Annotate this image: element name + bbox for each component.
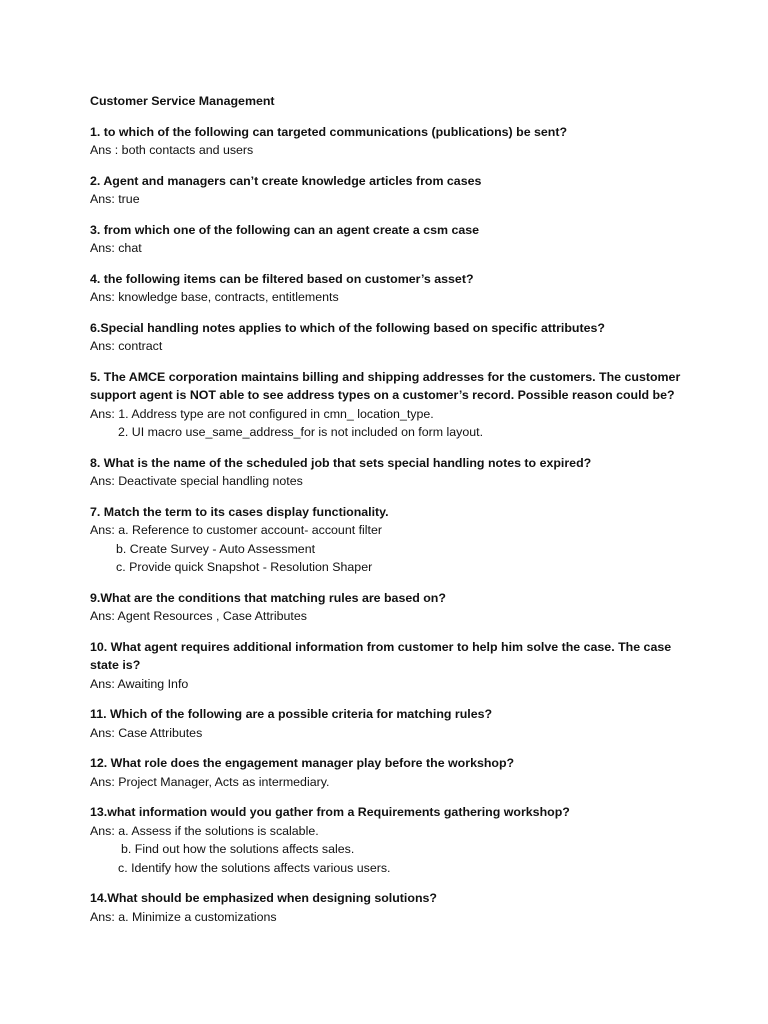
answer-text: Ans: true — [90, 192, 140, 206]
answer-text: Ans: a. Reference to customer account- account filter — [90, 523, 383, 537]
qa-item-3 — [90, 221, 690, 258]
qa-item-13 — [90, 803, 690, 877]
answer-text: Ans: 1. Address type are not configured in cmn_ location_type. — [90, 406, 434, 421]
question-text: 7. Match the term to its cases display functionality. — [90, 504, 389, 519]
qa-item-6 — [90, 319, 690, 356]
document-content — [90, 92, 690, 938]
answer-subitem: b. Create Survey - Auto Assessment — [116, 541, 316, 556]
qa-item-9 — [90, 589, 690, 626]
answer-text: Ans: Agent Resources , Case Attributes — [90, 609, 307, 623]
question-text: 2. Agent and managers can’t create knowledge articles from cases — [90, 173, 482, 188]
qa-item-1 — [90, 123, 690, 160]
answer-subitem: c. Provide quick Snapshot - Resolution Shaper — [116, 560, 373, 574]
question-text: 10. What agent requires additional information from customer to help him solve the case. The case state is? — [90, 639, 672, 672]
question-text: 14.What should be emphasized when designing solutions? — [90, 891, 437, 905]
question-text: 6.Special handling notes applies to which of the following based on specific attributes? — [90, 320, 605, 335]
answer-text: Ans: chat — [90, 241, 142, 255]
question-text: 8. What is the name of the scheduled job that sets special handling notes to expired? — [90, 455, 592, 470]
question-text: 3. from which one of the following can an agent create a csm case — [90, 222, 480, 237]
answer-text: Ans: contract — [90, 339, 163, 353]
question-text: 12. What role does the engagement manager play before the workshop? — [90, 756, 515, 770]
answer-text: Ans: Case Attributes — [90, 725, 203, 740]
qa-item-11 — [90, 705, 690, 742]
qa-item-7 — [90, 503, 690, 577]
answer-subitem: 2. UI macro use_same_address_for is not included on form layout. — [118, 425, 484, 439]
answer-text: Ans: Deactivate special handling notes — [90, 474, 303, 488]
question-text: 11. Which of the following are a possible criteria for matching rules? — [90, 707, 493, 721]
qa-item-5 — [90, 368, 690, 442]
answer-text: Ans: Project Manager, Acts as intermediary. — [90, 774, 330, 789]
answer-text: Ans : both contacts and users — [90, 143, 254, 157]
question-text: 9.What are the conditions that matching rules are based on? — [90, 590, 446, 605]
question-text: 4. the following items can be filtered based on customer’s asset? — [90, 271, 474, 286]
document-title: Customer Service Management — [90, 94, 275, 108]
question-text: 1. to which of the following can targeted communications (publications) be sent? — [90, 124, 568, 139]
answer-subitem: c. Identify how the solutions affects various users. — [118, 860, 391, 875]
answer-text: Ans: a. Assess if the solutions is scalable. — [90, 823, 319, 838]
qa-item-10 — [90, 638, 690, 694]
qa-item-14 — [90, 889, 690, 926]
question-text: 13.what information would you gather from a Requirements gathering workshop? — [90, 805, 570, 819]
qa-item-4 — [90, 270, 690, 307]
qa-item-12 — [90, 754, 690, 791]
qa-item-8 — [90, 454, 690, 491]
qa-item-2 — [90, 172, 690, 209]
answer-text: Ans: Awaiting Info — [90, 676, 189, 691]
answer-text: Ans: knowledge base, contracts, entitlements — [90, 290, 339, 304]
answer-text: Ans: a. Minimize a customizations — [90, 909, 277, 924]
question-text: 5. The AMCE corporation maintains billing and shipping addresses for the customers. The customer support agent is NOT able to see address types on a customer’s record. Possible reason could be? — [90, 369, 681, 402]
answer-subitem: b. Find out how the solutions affects sales. — [121, 842, 355, 856]
